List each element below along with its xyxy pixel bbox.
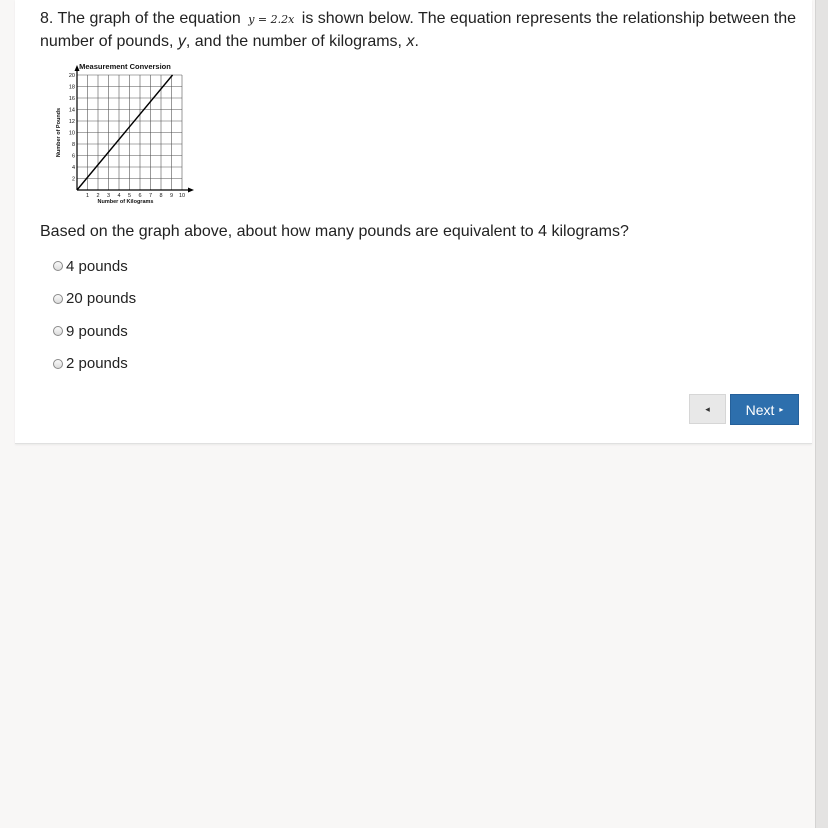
y-axis-label: Number of Pounds <box>56 107 62 158</box>
question-text <box>40 8 800 53</box>
next-button[interactable] <box>730 394 799 425</box>
question-number: 8. <box>40 10 54 27</box>
option-label: 20 pounds <box>66 290 137 307</box>
x-tick-label: 5 <box>127 193 132 199</box>
question-text-before: The graph of the equation <box>57 10 241 27</box>
chart-svg <box>37 60 197 210</box>
x-tick-label: 9 <box>169 193 174 199</box>
y-tick-label: 4 <box>71 165 75 171</box>
y-tick-label: 14 <box>68 107 75 114</box>
x-tick-label: 1 <box>85 193 90 199</box>
y-tick-label: 6 <box>71 153 75 160</box>
question-text-after: is shown below. The equation represents the relationship between the number of pounds, <box>40 10 797 50</box>
question-text-mid: , and the number of kilograms, <box>185 33 402 50</box>
chart-title: Measurement Conversion <box>79 62 171 71</box>
option-label: 9 pounds <box>66 322 128 340</box>
variable-x: x <box>406 33 415 50</box>
y-tick-label: 2 <box>71 176 75 183</box>
radio-button[interactable] <box>53 359 63 369</box>
option-9-pounds[interactable] <box>53 320 136 342</box>
x-axis-arrow <box>188 188 194 193</box>
radio-button[interactable] <box>53 261 63 271</box>
measurement-chart <box>37 60 197 210</box>
x-tick-label: 4 <box>117 193 121 199</box>
variable-y: y <box>177 33 186 50</box>
window-edge <box>815 0 828 828</box>
option-4-pounds[interactable] <box>53 255 136 277</box>
question-text-end: . <box>414 33 419 50</box>
x-tick-label: 3 <box>106 193 111 199</box>
y-tick-label: 18 <box>68 84 75 91</box>
y-tick-label: 10 <box>68 130 75 137</box>
option-label: 4 pounds <box>66 257 128 275</box>
answer-options <box>53 255 136 385</box>
previous-button[interactable] <box>689 394 726 424</box>
radio-button[interactable] <box>53 326 63 336</box>
y-tick-label: 16 <box>68 96 75 102</box>
previous-arrow-icon: ◂ <box>705 403 710 414</box>
option-20-pounds[interactable] <box>53 288 136 310</box>
question-card <box>15 0 812 444</box>
prompt-text: Based on the graph above, about how many pounds are equivalent to 4 kilograms? <box>40 223 629 240</box>
option-label: 2 pounds <box>66 355 128 372</box>
x-tick-label: 2 <box>96 193 100 199</box>
x-tick-label: 10 <box>178 193 186 199</box>
y-tick-label: 12 <box>68 119 75 125</box>
next-arrow-icon: ▸ <box>779 405 784 414</box>
x-tick-label: 6 <box>138 193 142 199</box>
next-button-label: Next <box>745 401 775 418</box>
option-2-pounds[interactable] <box>53 353 136 375</box>
x-tick-label: 8 <box>159 193 163 199</box>
y-tick-label: 8 <box>71 142 75 148</box>
x-axis-label: Number of Kilograms <box>97 199 154 205</box>
radio-button[interactable] <box>53 294 63 304</box>
y-tick-label: 20 <box>68 73 75 79</box>
x-tick-label: 7 <box>148 193 153 199</box>
equation: y = 2.2x <box>248 13 295 26</box>
